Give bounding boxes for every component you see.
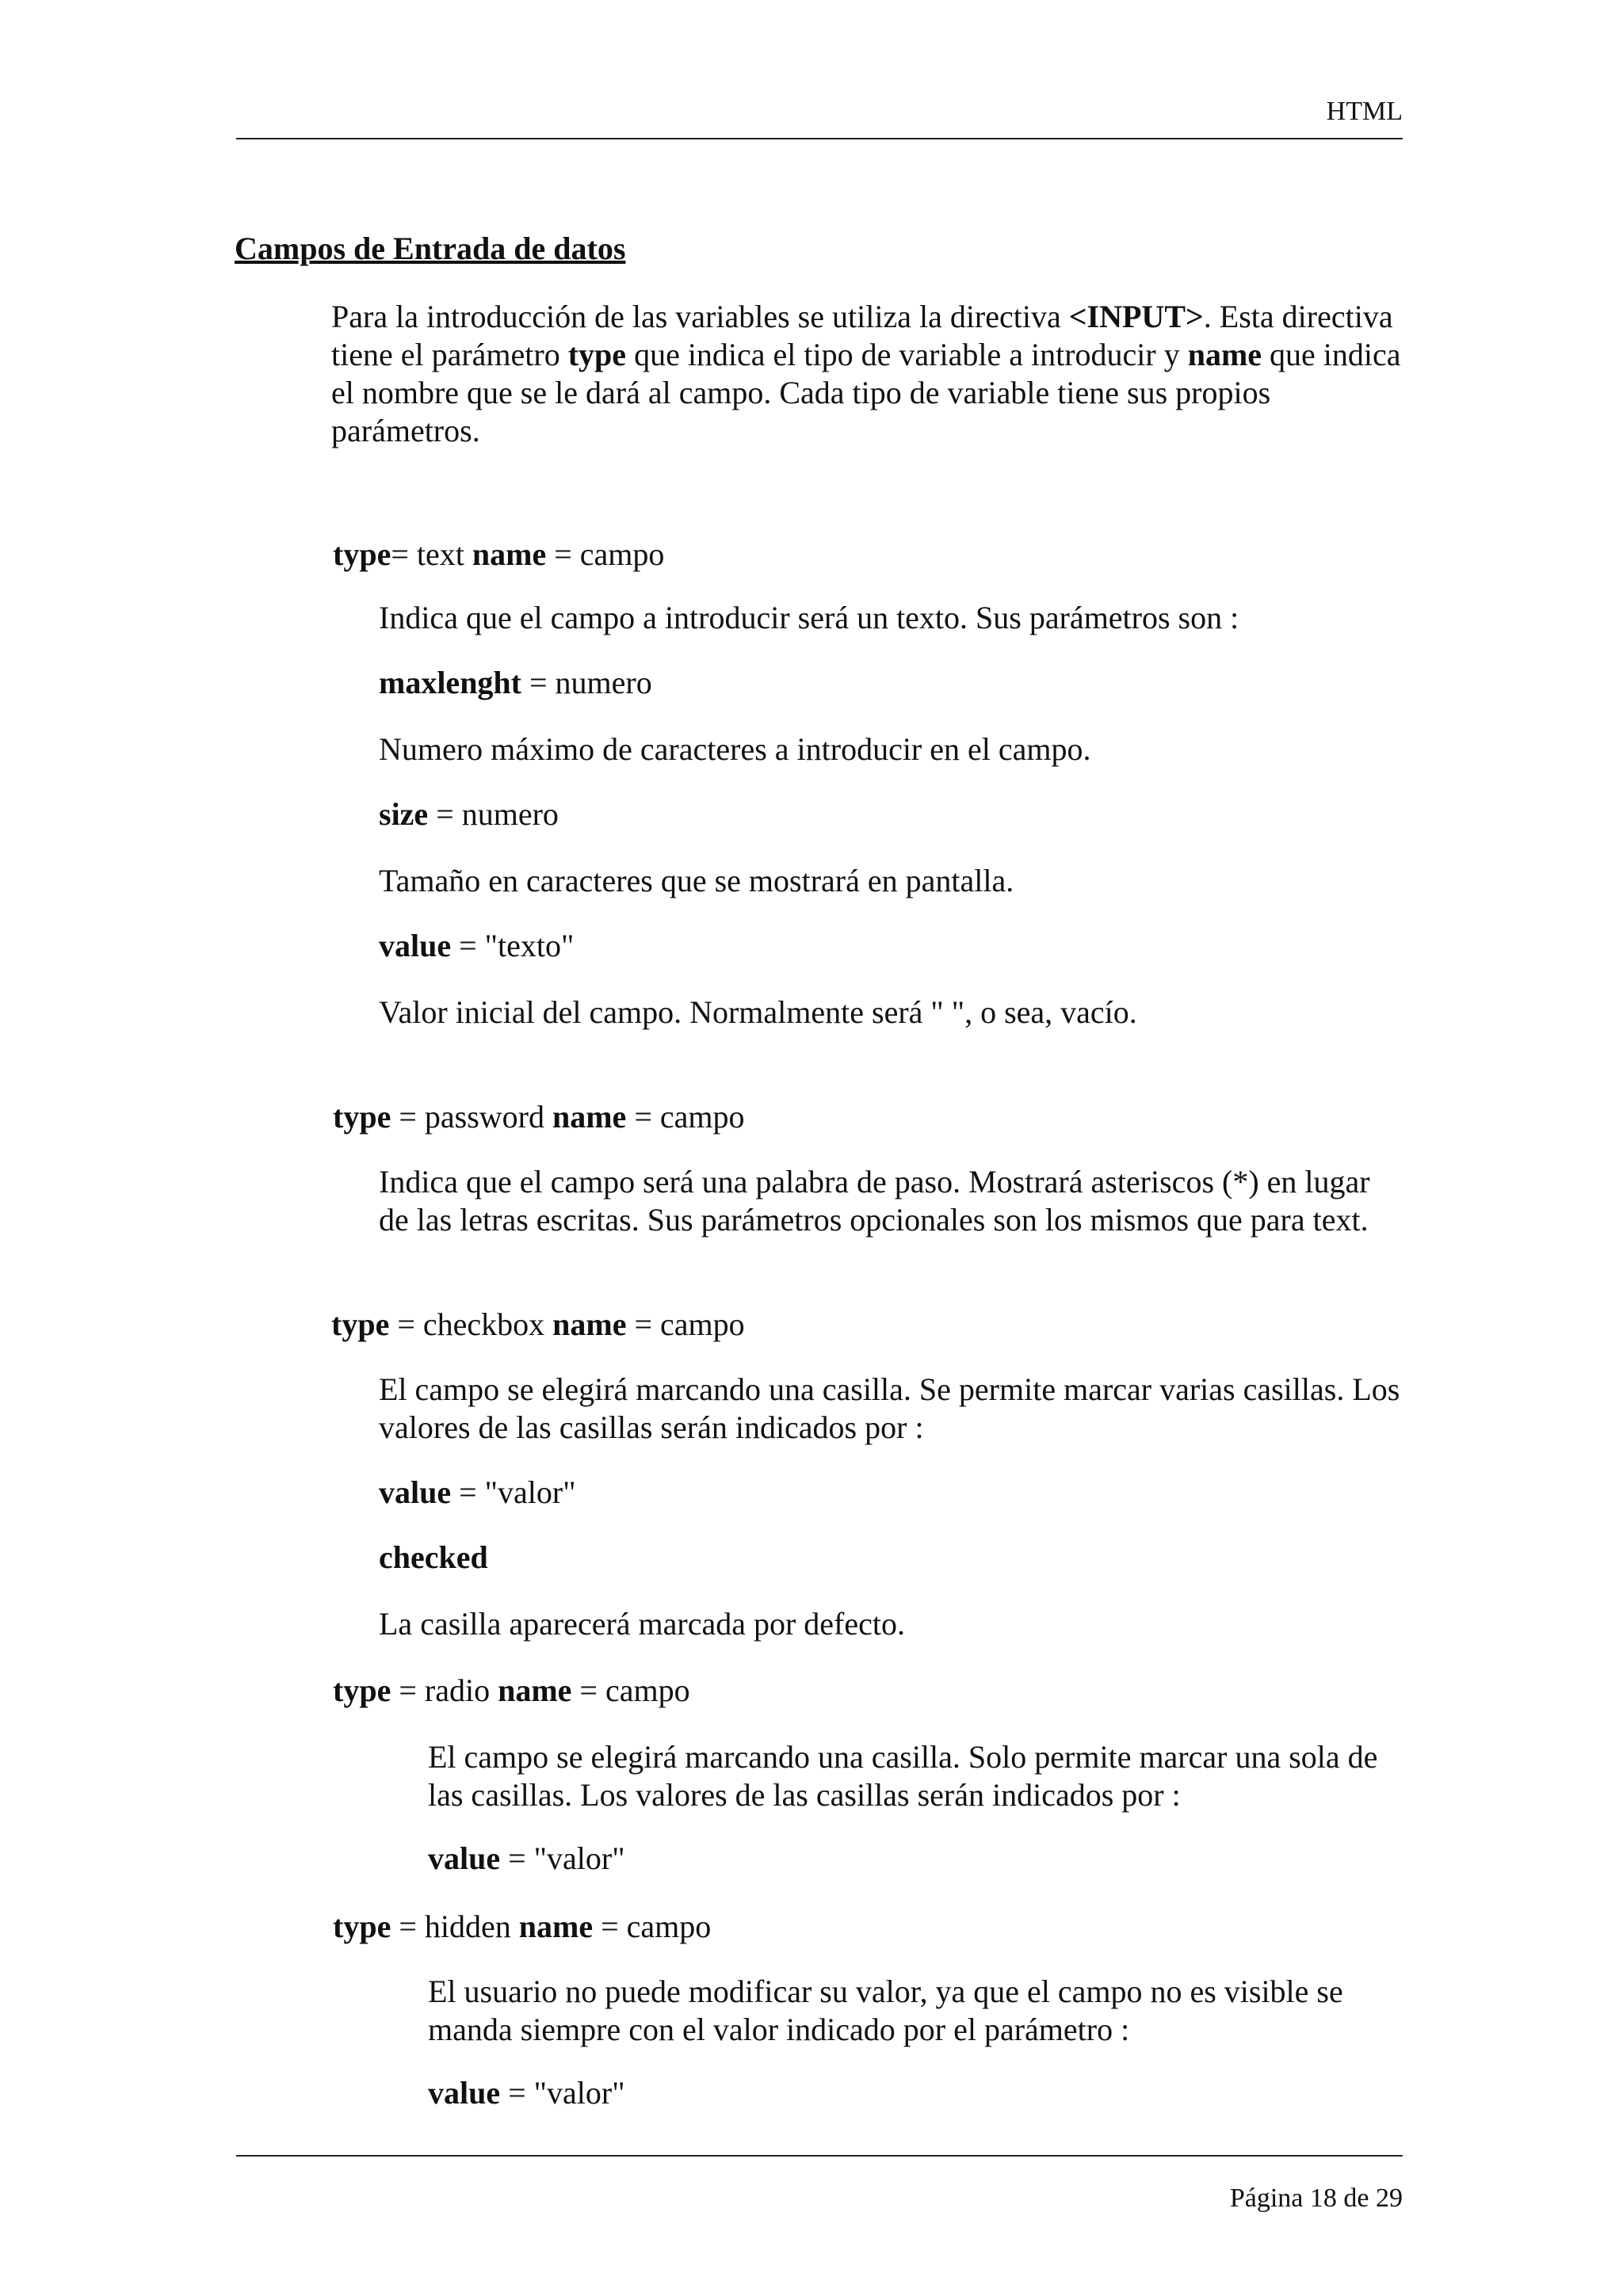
intro-name-keyword: name — [1187, 337, 1262, 372]
password-type-description: Indica que el campo será una palabra de paso. Mostrará asteriscos (*) en lugar de las letras escritas. Sus parámetros opcionales son los mismos que para text. — [379, 1164, 1370, 1238]
radio-type-description: El campo se elegirá marcando una casilla. Solo permite marcar una sola de las casillas. Los valores de las casillas serán indicados por : — [428, 1739, 1378, 1813]
size-param: size = numero — [379, 796, 559, 832]
hidden-type-heading: type = hidden name = campo — [333, 1909, 712, 1944]
page-number: Página 18 de 29 — [1229, 2183, 1403, 2213]
intro-type-keyword: type — [567, 337, 627, 372]
intro-paragraph — [331, 298, 1409, 450]
header-title: HTML — [1326, 97, 1403, 126]
value-description: Valor inicial del campo. Normalmente será " ", o sea, vacío. — [379, 994, 1137, 1030]
intro-text-4: que indica el nombre que se le dará al campo. Cada tipo de variable tiene sus propios parámetros. — [331, 337, 1401, 448]
radio-value-param: value = "valor" — [428, 1840, 625, 1876]
intro-text-2: . Esta directiva tiene el parámetro — [331, 299, 1393, 372]
intro-text-1: Para la introducción de las variables se utiliza la directiva — [331, 299, 1069, 334]
checked-param: checked — [379, 1539, 488, 1575]
intro-text-3: que indica el tipo de variable a introducir y — [626, 337, 1188, 372]
checkbox-type-heading: type = checkbox name = campo — [331, 1306, 745, 1342]
header-rule — [236, 138, 1403, 139]
hidden-type-description: El usuario no puede modificar su valor, ya que el campo no es visible se manda siempre con el valor indicado por el parámetro : — [428, 1974, 1343, 2047]
text-type-heading: type= text name = campo — [333, 536, 665, 572]
maxlength-param: maxlenght = numero — [379, 665, 652, 700]
value-param: value = "texto" — [379, 928, 575, 963]
radio-type-heading: type = radio name = campo — [333, 1672, 690, 1708]
size-description: Tamaño en caracteres que se mostrará en pantalla. — [379, 863, 1014, 898]
checkbox-type-description: El campo se elegirá marcando una casilla. Se permite marcar varias casillas. Los valores de las casillas serán indicados por : — [379, 1371, 1400, 1445]
text-type-description: Indica que el campo a introducir será un texto. Sus parámetros son : — [379, 600, 1239, 635]
hidden-value-param: value = "valor" — [428, 2075, 625, 2111]
footer-rule — [236, 2155, 1403, 2157]
password-type-heading: type = password name = campo — [333, 1099, 745, 1135]
section-title: Campos de Entrada de datos — [235, 231, 626, 266]
checked-description: La casilla aparecerá marcada por defecto. — [379, 1606, 905, 1642]
intro-input-tag: <INPUT> — [1068, 299, 1204, 334]
maxlength-description: Numero máximo de caracteres a introducir en el campo. — [379, 731, 1091, 767]
checkbox-value-param: value = "valor" — [379, 1474, 576, 1510]
